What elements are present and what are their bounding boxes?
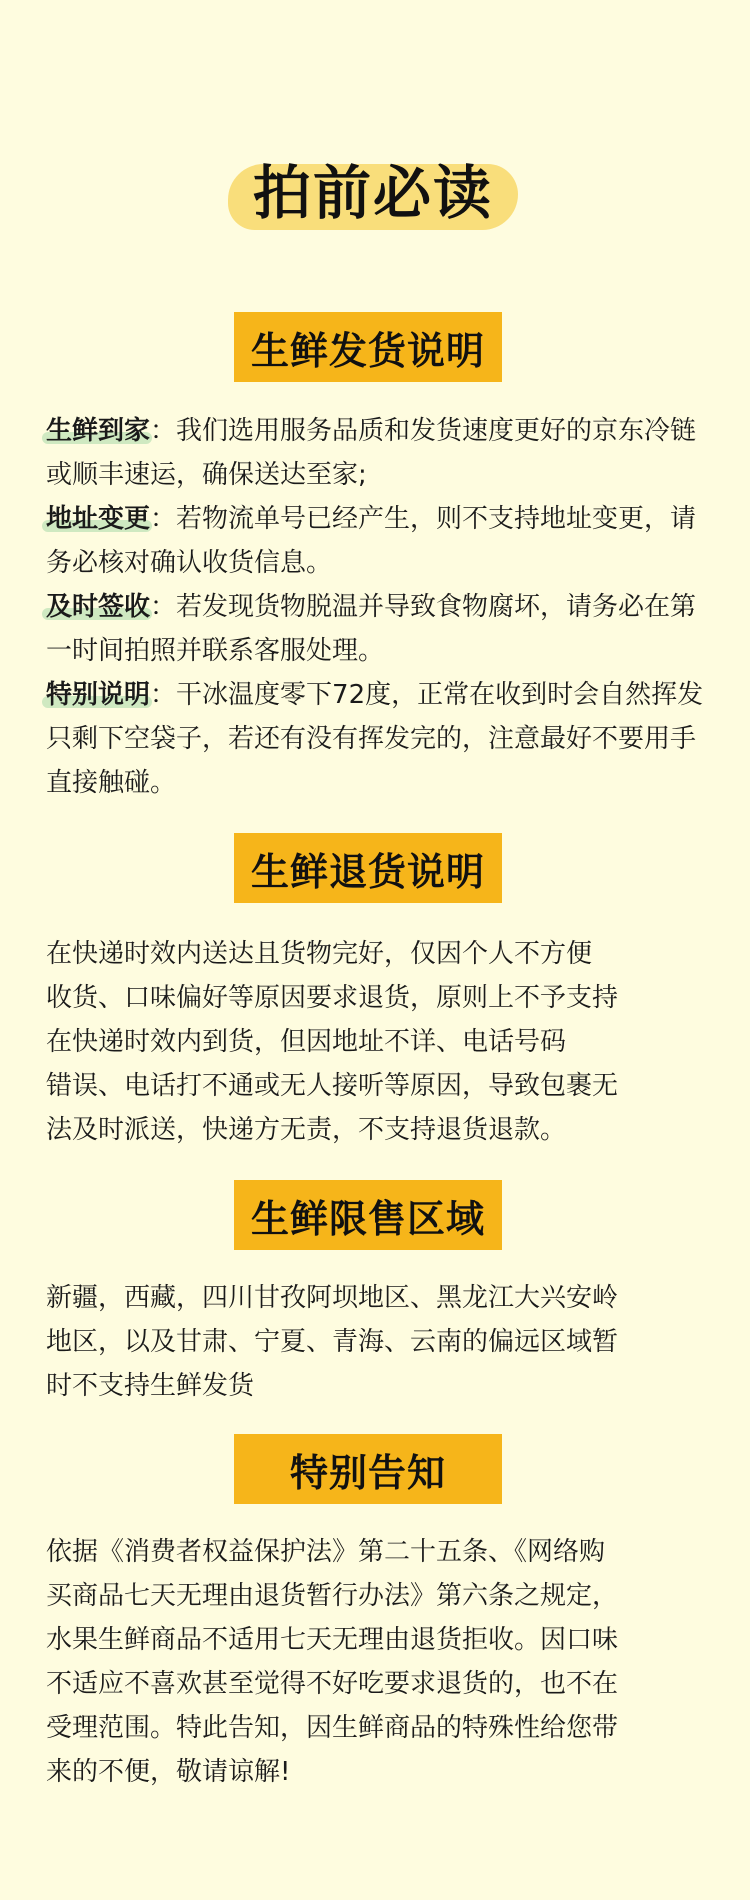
- returns-text: [46, 932, 706, 1152]
- main-title-wrap: [228, 150, 518, 236]
- item-separator: ：: [150, 680, 177, 710]
- section-header-restricted-areas: 生鲜限售区域: [234, 1180, 502, 1250]
- text-line: 在快递时效内到货，但因地址不详、电话号码: [46, 1027, 567, 1057]
- text-line: 水果生鲜商品不适用七天无理由退货拒收。因口味: [46, 1625, 619, 1655]
- text-line: 受理范围。特此告知，因生鲜商品的特殊性给您带: [46, 1713, 619, 1743]
- special-notice-text: [46, 1530, 706, 1794]
- shipping-item-fresh-delivery: [46, 409, 706, 497]
- item-text: 干冰温度零下72度，正常在收到时会自然挥发只剩下空袋子，若还有没有挥发完的，注意最好不要用手直接触碰。: [46, 680, 704, 798]
- text-line: 在快递时效内送达且货物完好，仅因个人不方便: [46, 939, 593, 969]
- text-line: 收货、口味偏好等原因要求退货，原则上不予支持: [46, 983, 619, 1013]
- shipping-notes: [46, 409, 706, 805]
- text-line: 地区，以及甘肃、宁夏、青海、云南的偏远区域暂: [46, 1327, 619, 1357]
- text-line: 买商品七天无理由退货暂行办法》第六条之规定，: [46, 1581, 619, 1611]
- text-line: 错误、电话打不通或无人接听等原因，导致包裹无: [46, 1071, 619, 1101]
- item-separator: ：: [150, 504, 177, 534]
- shipping-item-address-change: [46, 497, 706, 585]
- item-label: 及时签收: [46, 592, 151, 622]
- restricted-areas-text: [46, 1276, 706, 1408]
- text-line: 不适应不喜欢甚至觉得不好吃要求退货的，也不在: [46, 1669, 619, 1699]
- shipping-item-special-note: [46, 673, 706, 805]
- item-text: 我们选用服务品质和发货速度更好的京东冷链或顺丰速运，确保送达至家;: [46, 416, 697, 490]
- text-line: 新疆，西藏，四川甘孜阿坝地区、黑龙江大兴安岭: [46, 1283, 619, 1313]
- section-header-shipping: 生鲜发货说明: [234, 312, 502, 382]
- item-separator: ：: [150, 592, 177, 622]
- text-line: 来的不便，敬请谅解!: [46, 1757, 291, 1787]
- item-text: 若发现货物脱温并导致食物腐坏，请务必在第一时间拍照并联系客服处理。: [46, 592, 697, 666]
- section-header-special-notice: 特别告知: [234, 1434, 502, 1504]
- item-separator: ：: [150, 416, 177, 446]
- item-label: 地址变更: [46, 504, 151, 534]
- text-line: 法及时派送，快递方无责，不支持退货退款。: [46, 1115, 567, 1145]
- text-line: 依据《消费者权益保护法》第二十五条、《网络购: [46, 1537, 606, 1567]
- shipping-item-timely-sign: [46, 585, 706, 673]
- text-line: 时不支持生鲜发货: [46, 1371, 255, 1401]
- item-label: 特别说明: [46, 680, 151, 710]
- item-label: 生鲜到家: [46, 416, 151, 446]
- main-title: 拍前必读: [252, 159, 493, 227]
- section-header-returns: 生鲜退货说明: [234, 833, 502, 903]
- item-text: 若物流单号已经产生，则不支持地址变更，请务必核对确认收货信息。: [46, 504, 697, 578]
